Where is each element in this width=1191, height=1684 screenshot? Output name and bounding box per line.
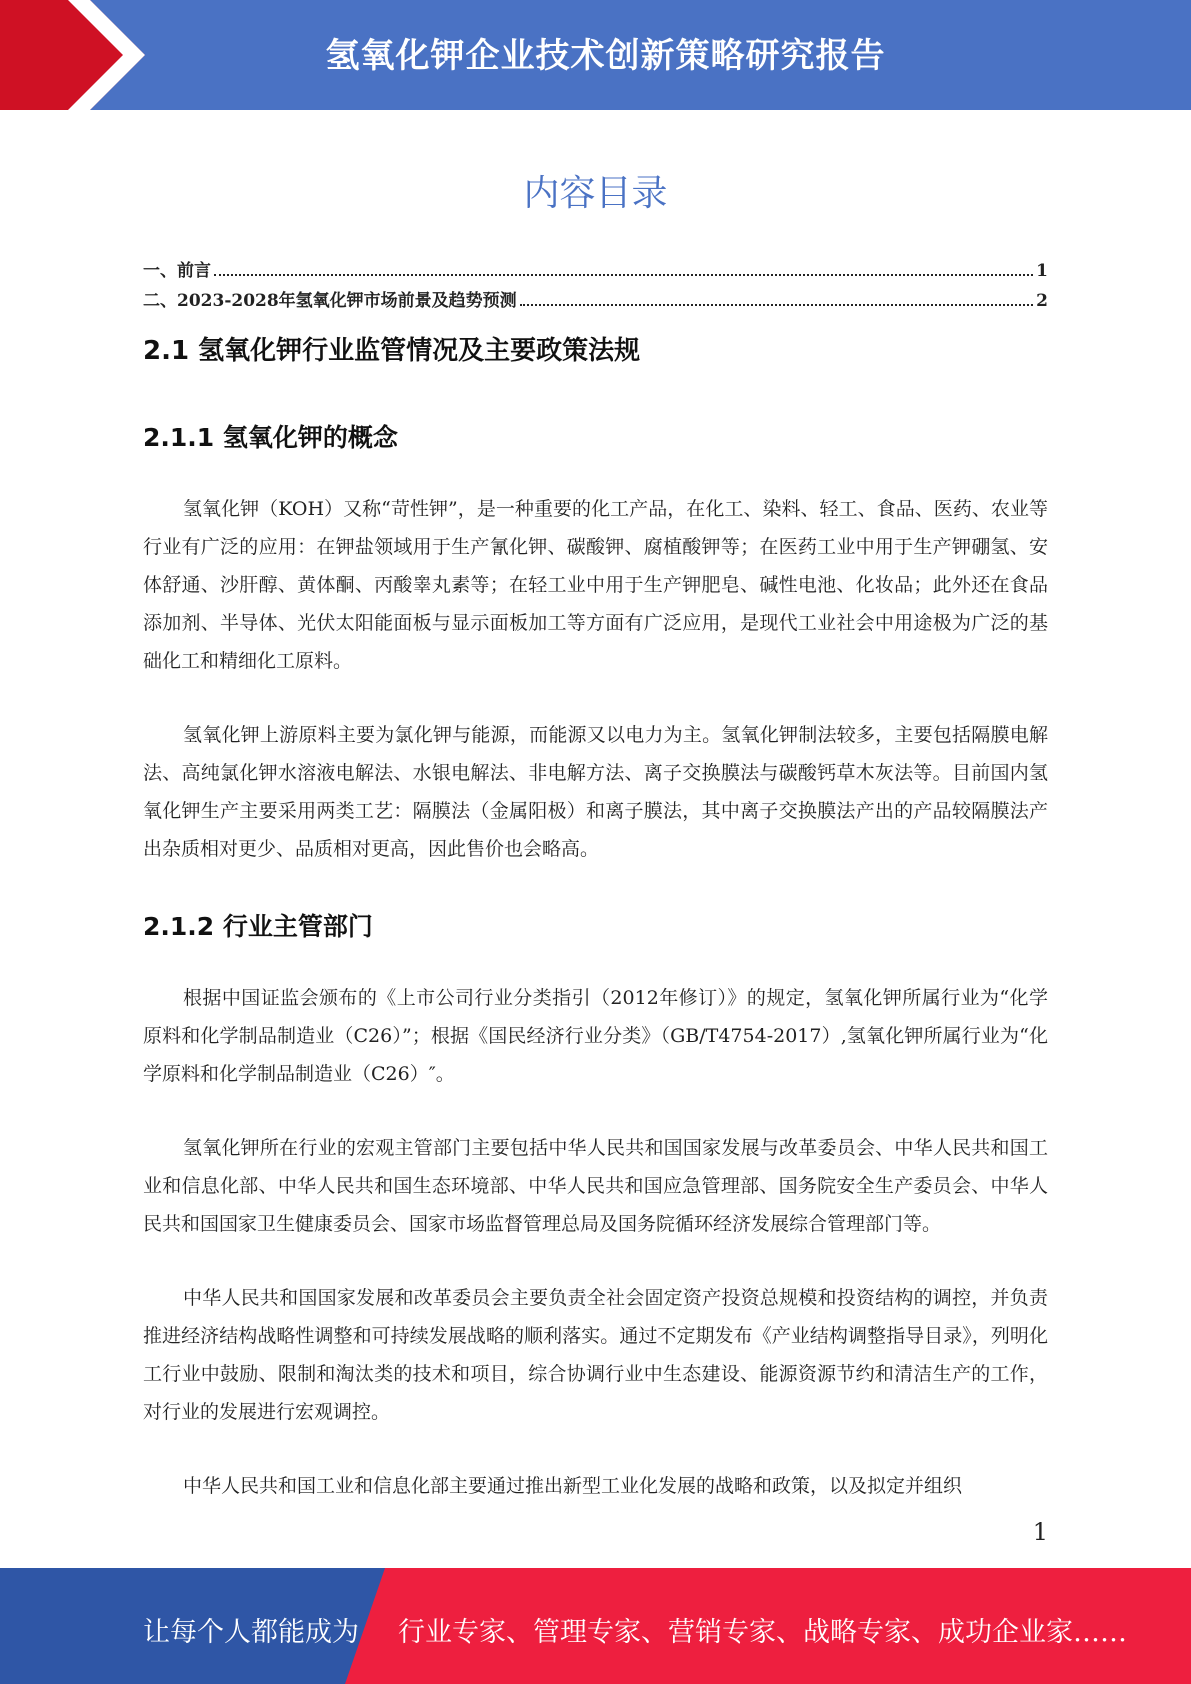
paragraph: 中华人民共和国工业和信息化部主要通过推出新型工业化发展的战略和政策，以及拟定并组织: [183, 1475, 963, 1497]
toc-entry-page: 2: [1036, 291, 1048, 311]
page-footer: [0, 1568, 1191, 1684]
page-number: 1: [1032, 1518, 1048, 1546]
toc-entry-page: 1: [1036, 261, 1048, 281]
toc-entry-text: 二、2023-2028年氢氧化钾市场前景及趋势预测: [143, 291, 517, 311]
section-heading-2-1: 2.1 氢氧化钾行业监管情况及主要政策法规: [143, 336, 641, 366]
page-header: [0, 0, 1191, 110]
toc-entry-text: 一、前言: [143, 261, 211, 281]
paragraph: 根据中国证监会颁布的《上市公司行业分类指引（2012年修订）》的规定，氢氧化钾所属行业为“化学原料和化学制品制造业（C26）”；根据《国民经济行业分类》（GB/T4754-2017）,氢氧化钾所属行业为“化学原料和化学制品制造业（C26）″。: [143, 987, 1048, 1085]
footer-slogan-left: 让每个人都能成为: [143, 1617, 359, 1648]
paragraph: 氢氧化钾所在行业的宏观主管部门主要包括中华人民共和国国家发展与改革委员会、中华人民共和国工业和信息化部、中华人民共和国生态环境部、中华人民共和国应急管理部、国务院安全生产委员会、中华人民共和国国家卫生健康委员会、国家市场监督管理总局及国务院循环经济发展综合管理部门等。: [143, 1137, 1048, 1235]
table-of-contents: [143, 256, 1048, 316]
paragraph: 中华人民共和国国家发展和改革委员会主要负责全社会固定资产投资总规模和投资结构的调控，并负责推进经济结构战略性调整和可持续发展战略的顺利落实。通过不定期发布《产业结构调整指导目录》，列明化工行业中鼓励、限制和淘汰类的技术和项目，综合协调行业中生态建设、能源资源节约和清洁生产的工作，对行业的发展进行宏观调控。: [143, 1287, 1048, 1423]
toc-entry[interactable]: [143, 256, 1048, 286]
toc-leader-dots: [520, 304, 1033, 306]
footer-slogan-right: 行业专家、管理专家、营销专家、战略专家、成功企业家……: [398, 1617, 1127, 1648]
paragraph: 氢氧化钾上游原料主要为氯化钾与能源，而能源又以电力为主。氢氧化钾制法较多，主要包括隔膜电解法、高纯氯化钾水溶液电解法、水银电解法、非电解方法、离子交换膜法与碳酸钙草木灰法等。目前国内氢氧化钾生产主要采用两类工艺：隔膜法（金属阳极）和离子膜法，其中离子交换膜法产出的产品较隔膜法产出杂质相对更少、品质相对更高，因此售价也会略高。: [143, 724, 1048, 860]
toc-title: 内容目录: [523, 173, 668, 214]
document-body: [143, 326, 1048, 1505]
report-title: 氢氧化钾企业技术创新策略研究报告: [325, 36, 886, 76]
paragraph: 氢氧化钾（KOH）又称“苛性钾”，是一种重要的化工产品，在化工、染料、轻工、食品、医药、农业等行业有广泛的应用：在钾盐领域用于生产氰化钾、碳酸钾、腐植酸钾等；在医药工业中用于生产钾硼氢、安体舒通、沙肝醇、黄体酮、丙酸睾丸素等；在轻工业中用于生产钾肥皂、碱性电池、化妆品；此外还在食品添加剂、半导体、光伏太阳能面板与显示面板加工等方面有广泛应用，是现代工业社会中用途极为广泛的基础化工和精细化工原料。: [143, 498, 1048, 672]
toc-entry[interactable]: [143, 286, 1048, 316]
section-heading-2-1-1: 2.1.1 氢氧化钾的概念: [143, 423, 398, 452]
section-heading-2-1-2: 2.1.2 行业主管部门: [143, 912, 373, 941]
toc-leader-dots: [214, 274, 1033, 276]
